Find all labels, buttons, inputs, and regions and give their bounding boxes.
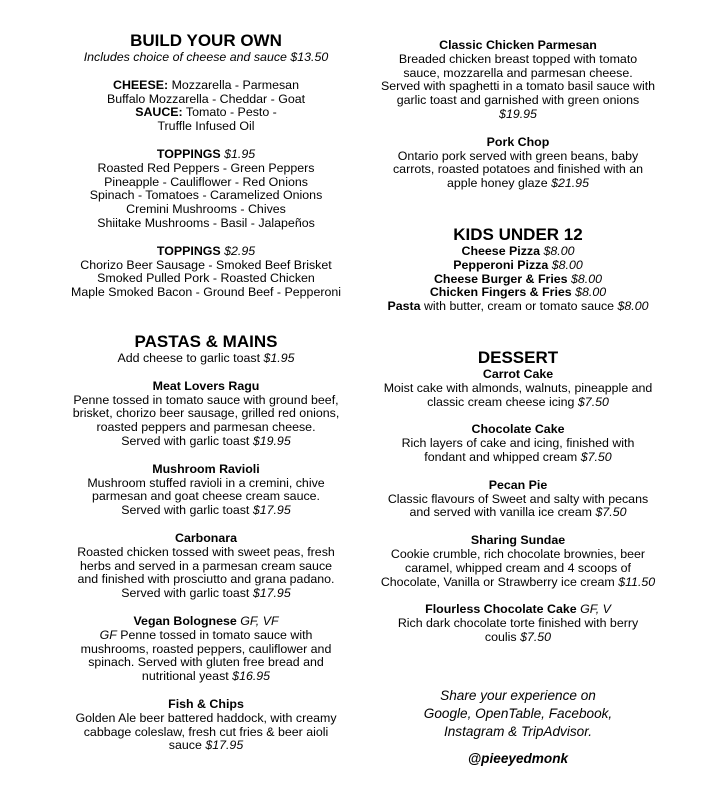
item-desc-last [368, 631, 668, 645]
toppings-1-heading [60, 148, 352, 162]
item-desc-line: Served with spaghetti in a tomato basil sauce with [380, 79, 656, 94]
build-your-own-title: BUILD YOUR OWN [130, 31, 282, 50]
item-name: Pepperoni Pizza [453, 257, 549, 272]
item-name: Pecan Pie [488, 477, 548, 492]
share-line: Instagram & TripAdvisor. [443, 724, 593, 739]
item-tags: GF, VF [240, 613, 279, 628]
pastas-mains-section [60, 332, 352, 753]
toppings-1-line: Pineapple - Cauliflower - Red Onions [104, 174, 308, 189]
item-price: $16.95 [232, 669, 271, 684]
item-desc-line: Rich layers of cake and icing, finished with [401, 436, 635, 451]
item-desc-text: nutritional yeast [141, 669, 229, 684]
sauce-line [60, 106, 352, 120]
menu-item-chocolate-cake [368, 423, 668, 464]
item-price: $8.00 [551, 257, 583, 272]
toppings-1-line: Roasted Red Peppers - Green Peppers [97, 160, 315, 175]
sauce-options-2: Truffle Infused Oil [157, 119, 255, 134]
cheese-options-1: Mozzarella - Parmesan [171, 77, 299, 92]
item-desc-text: with butter, cream or tomato sauce [423, 299, 615, 314]
cheese-line [60, 79, 352, 93]
item-desc-line: Classic flavours of Sweet and salty with pecans [387, 491, 649, 506]
item-desc-line: Breaded chicken breast topped with tomato [398, 51, 638, 66]
item-name: Sharing Sundae [470, 533, 566, 548]
item-price: $7.50 [520, 629, 552, 644]
item-desc-last [368, 396, 668, 410]
sauce-label: SAUCE: [135, 105, 183, 120]
item-name: Cheese Pizza [461, 244, 541, 258]
kids-item [368, 286, 668, 300]
item-name: Fish & Chips [168, 696, 244, 711]
social-handle: @pieeyedmonk [467, 751, 569, 766]
menu-item-pork-chop [368, 136, 668, 191]
menu-item-fish-chips [60, 698, 352, 753]
item-desc-line: herbs and served in a parmesan cream sauce [79, 558, 333, 573]
item-desc-last [60, 739, 352, 753]
toppings-2-heading [60, 245, 352, 259]
menu-item-vegan-bolognese [60, 615, 352, 684]
item-price: $19.95 [252, 433, 291, 448]
item-name: Chicken Fingers & Fries [429, 285, 572, 300]
menu-item-sharing-sundae [368, 534, 668, 589]
menu-item-chicken-parmesan [368, 39, 668, 122]
toppings-2-price: $2.95 [224, 243, 256, 258]
item-heading [60, 615, 352, 629]
item-desc-text: Served with garlic toast [121, 586, 250, 601]
item-desc-line: garlic toast and garnished with green onions [396, 93, 640, 108]
pastas-subtitle [60, 352, 352, 366]
build-your-own-section [60, 31, 352, 300]
item-desc-line: carrots, roasted potatoes and finished with an [392, 162, 644, 177]
toppings-2-label: TOPPINGS [156, 243, 221, 258]
pastas-subtitle-text: Add cheese to garlic toast [117, 351, 261, 365]
menu-item-pecan-pie [368, 479, 668, 520]
menu-item-mushroom-ravioli [60, 463, 352, 518]
item-desc-text: Served with garlic toast [121, 433, 250, 448]
toppings-2-line: Maple Smoked Bacon - Ground Beef - Pepperoni [71, 285, 341, 300]
kids-title: KIDS UNDER 12 [453, 225, 583, 244]
item-desc-line: Mushroom stuffed ravioli in a cremini, chive [87, 475, 325, 490]
item-desc-last [368, 506, 668, 520]
item-desc-line: brisket, chorizo beer sausage, grilled red onions, [72, 406, 340, 421]
toppings-1-label: TOPPINGS [156, 146, 221, 161]
item-desc-text: classic cream cheese icing [427, 394, 575, 409]
item-desc-line: roasted peppers and parmesan cheese. [96, 420, 316, 435]
item-desc-line: mushrooms, roasted peppers, cauliflower and [80, 641, 332, 656]
toppings-2-line: Smoked Pulled Pork - Roasted Chicken [97, 271, 315, 286]
item-desc-last [368, 177, 668, 191]
item-name: Carrot Cake [482, 367, 554, 381]
item-desc-text: Penne tossed in tomato sauce with [120, 627, 313, 642]
item-desc-line: spinach. Served with gluten free bread and [88, 655, 324, 670]
toppings-1-price: $1.95 [224, 146, 256, 161]
item-price: $17.95 [252, 503, 291, 518]
item-desc-line: cabbage coleslaw, fresh cut fries & beer aioli [83, 724, 329, 739]
item-price: $17.95 [252, 586, 291, 601]
item-name: Carbonara [175, 530, 237, 545]
item-price: $11.50 [618, 574, 656, 589]
cheese-label: CHEESE: [113, 77, 169, 92]
menu-item-meat-lovers-ragu [60, 380, 352, 449]
sauce-options-1: Tomato - Pesto - [185, 105, 277, 120]
kids-item [368, 273, 668, 287]
toppings-1-line: Cremini Mushrooms - Chives [126, 202, 286, 217]
item-desc-line: Rich dark chocolate torte finished with berry [397, 616, 639, 631]
toppings-1-line: Shiitake Mushrooms - Basil - Jalapeños [97, 215, 315, 230]
item-price: $17.95 [205, 738, 244, 753]
menu-item-carbonara [60, 532, 352, 601]
item-desc-line: Ontario pork served with green beans, baby [397, 148, 639, 163]
kids-section [368, 225, 668, 314]
item-price: $8.00 [571, 271, 603, 286]
item-heading [368, 603, 668, 617]
pastas-subtitle-price: $1.95 [263, 351, 295, 365]
item-desc-text: sauce [168, 738, 202, 753]
item-price: $8.00 [617, 299, 649, 314]
item-desc-last [368, 451, 668, 465]
build-your-own-subtitle: Includes choice of cheese and sauce $13.50 [83, 50, 329, 64]
item-price: $7.50 [580, 449, 612, 464]
item-desc-line: parmesan and goat cheese cream sauce. [92, 489, 320, 504]
cheese-options-2: Buffalo Mozzarella - Cheddar - Goat [106, 91, 306, 106]
dessert-title: DESSERT [477, 348, 559, 367]
menu-item-carrot-cake [368, 368, 668, 409]
item-desc-line: Golden Ale beer battered haddock, with creamy [75, 710, 337, 725]
item-desc-line: and finished with prosciutto and grana padano. [77, 572, 335, 587]
item-name: Meat Lovers Ragu [152, 378, 260, 393]
item-desc-text: Chocolate, Vanilla or Strawberry ice cream [380, 574, 615, 589]
item-desc-text: apple honey glaze [447, 176, 548, 191]
item-desc-line: Cookie crumble, rich chocolate brownies, beer [390, 546, 646, 561]
share-line: Share your experience on [440, 688, 596, 703]
item-price: $8.00 [543, 244, 575, 258]
item-price: $7.50 [595, 505, 627, 520]
mains-right-section [368, 39, 668, 191]
item-desc-line [60, 629, 352, 643]
item-name: Flourless Chocolate Cake [425, 602, 577, 617]
item-desc-line: Penne tossed in tomato sauce with ground beef, [73, 392, 339, 407]
item-price: $19.95 [499, 106, 537, 121]
kids-item-pasta [368, 300, 668, 314]
item-desc-last [60, 504, 352, 518]
item-price: $21.95 [551, 176, 589, 191]
item-price: $7.50 [577, 394, 609, 409]
item-tag-inline: GF [99, 627, 117, 642]
item-desc-last [60, 587, 352, 601]
item-desc-last [60, 670, 352, 684]
item-name: Vegan Bolognese [133, 613, 237, 628]
footer-share [368, 687, 668, 766]
toppings-2-line: Chorizo Beer Sausage - Smoked Beef Brisket [80, 257, 332, 272]
item-desc-line: caramel, whipped cream and 4 scoops of [405, 560, 631, 575]
item-desc-last [368, 576, 668, 590]
item-name: Mushroom Ravioli [152, 461, 260, 476]
item-tags: GF, V [580, 602, 611, 617]
item-name: Cheese Burger & Fries [433, 271, 568, 286]
item-desc-last [60, 435, 352, 449]
item-name: Classic Chicken Parmesan [439, 38, 597, 52]
item-desc-text: Served with garlic toast [121, 503, 250, 518]
dessert-section [368, 348, 668, 645]
item-desc-line: Moist cake with almonds, walnuts, pineapple and [383, 380, 653, 395]
kids-item [368, 259, 668, 273]
item-name: Pasta [387, 299, 421, 314]
share-line: Google, OpenTable, Facebook, [423, 706, 613, 721]
item-desc-line: Roasted chicken tossed with sweet peas, fresh [77, 544, 335, 559]
item-name: Pork Chop [486, 134, 550, 149]
pastas-mains-title: PASTAS & MAINS [134, 332, 278, 351]
item-desc-text: and served with vanilla ice cream [409, 505, 593, 520]
item-desc-text: fondant and whipped cream [424, 449, 578, 464]
item-desc-line: sauce, mozzarella and parmesan cheese. [403, 65, 633, 80]
item-name: Chocolate Cake [471, 422, 565, 437]
menu-item-flourless-chocolate-cake [368, 603, 668, 644]
item-desc-text: coulis [484, 629, 517, 644]
item-price: $8.00 [575, 285, 607, 300]
toppings-1-line: Spinach - Tomatoes - Caramelized Onions [89, 188, 323, 203]
kids-item [368, 245, 668, 259]
